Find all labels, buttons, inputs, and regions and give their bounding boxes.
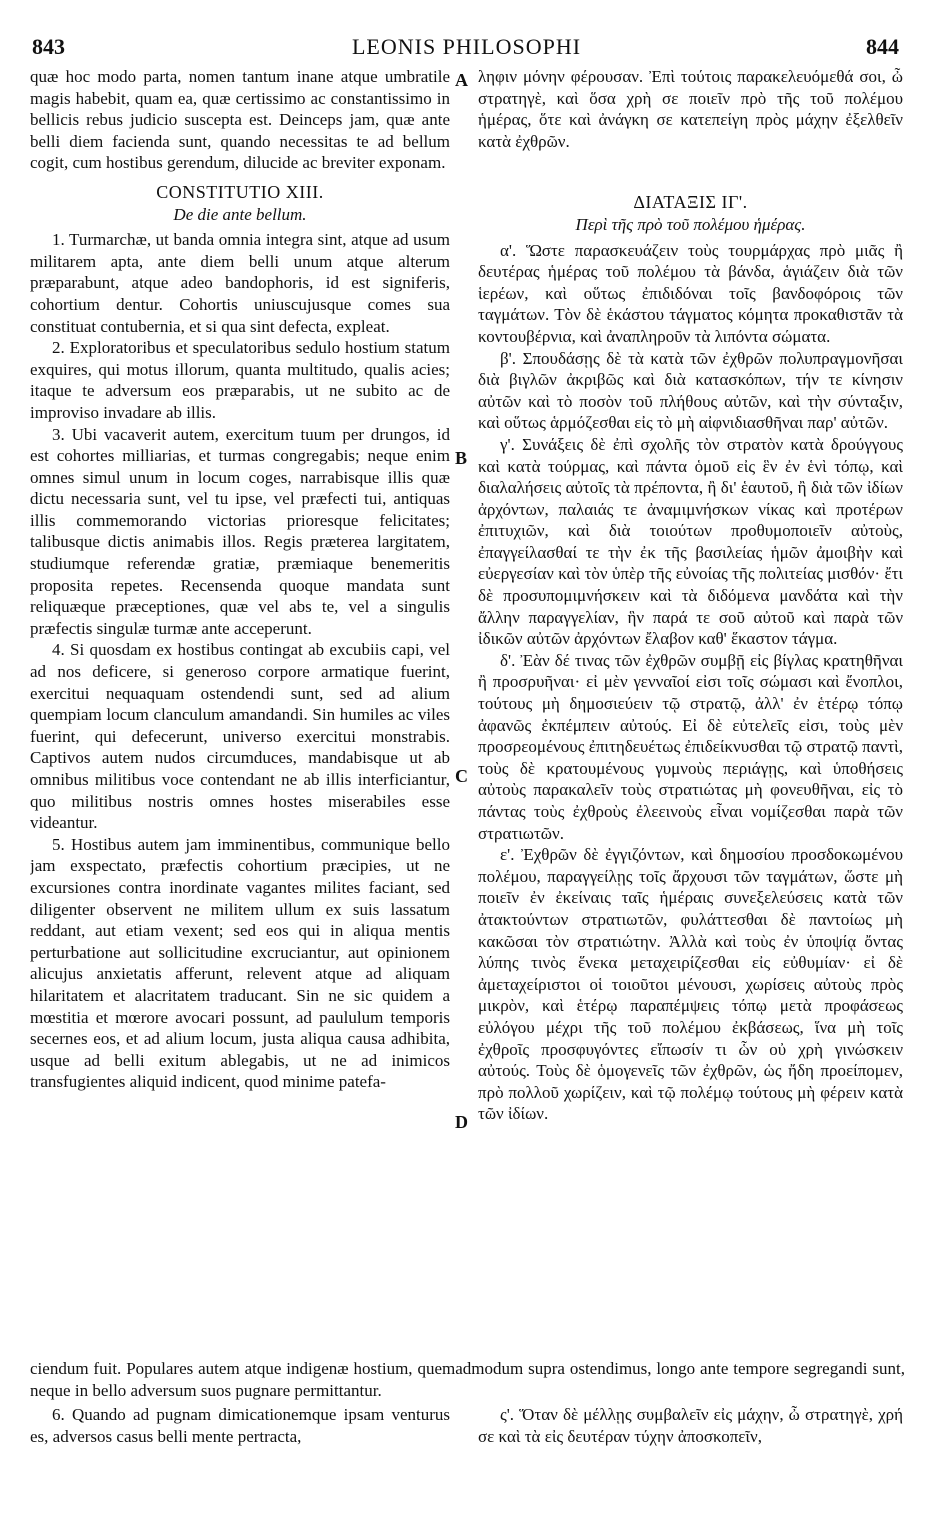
- greek-section-title: ΔΙΑΤΑΞΙΣ ΙΓ'.: [633, 192, 748, 213]
- greek-paragraph-5: ε'. Ἐχθρῶν δὲ ἐγγιζόντων, καὶ δημοσίου προσδοκωμένου πολέμου, παραγγείλῃς τοῖς ἄρχουσι τῶν ταγμάτων, ὥστε μὴ ποιεῖν ἐν ἐκείναις ταῖς ἡμέραις συνεξελεύσεις κατὰ τῶν ἀτακτούντων στρατιωτῶν, φυλάττεσθαι δὲ παντοίως μὴ κακῶσαι τὸν στρατιώτην. Ἀλλὰ καὶ τοὺς ἐν ὑποψίᾳ ὄντας λύπης τινὸς ἕνεκα μεταχειρίζεσθαι εἰς εὐθυμίαν· εἰ δὲ ἀμεταχείριστοι οἱ τοιοῦτοι μένουσι, χωρίσεις αὐτοὺς πρὸς μικρὸν, καὶ ἑτέρῳ παραπέμψεις τόπῳ μετὰ προφάσεως εὐλόγου μέχρι τῆς τοῦ πολέμου ἐκβάσεως, ἵνα μὴ τοῖς ἐχθροῖς προσφυγόντες εἴπωσίν τι ὧν οὐ χρὴ γινώσκειν αὐτούς. Τοὺς δὲ ὁμογενεῖς τῶν ἐχθρῶν, ὡς ἤδη προείπομεν, πρὸ πολλοῦ χωρίζειν, καὶ τῷ πολέμῳ τούτους μὴ φέρειν κατὰ τῶν ἰδίων.: [478, 845, 903, 1124]
- greek-column: [478, 66, 903, 1356]
- latin-paragraph-4: 4. Si quosdam ex hostibus contingat ab excubiis capi, vel ad nos deficere, si generoso corpore armatique fuerint, exercitui nequaquam ostendendi sunt, sed ad alium quempiam locum clanculum amandandi. Sin humiles ac viles fuerint, qui defecerunt, universo exercitui monstrabis. Captivos autem nudos circumduces, mandabisque ut ab omnibus militibus voce contendant ne ab illis interficiantur, quo militibus nostris omnes hostes miserabiles esse videantur.: [30, 640, 450, 833]
- greek-section-subtitle: Περὶ τῆς πρὸ τοῦ πολέμου ἡμέρας.: [575, 214, 806, 234]
- greek-intro: ληφιν μόνην φέρουσαν. Ἐπὶ τούτοις παρακελευόμεθά σοι, ὦ στρατηγὲ, καὶ ὅσα χρὴ σε ποιεῖν πρὸ τῆς τοῦ πολέμου ἡμέρας, ὅτε καὶ ἀνάγκη σε κατεπείγη πρὸς μάχην ἐξελθεῖν κατὰ ἐχθρῶν.: [478, 67, 903, 151]
- latin-paragraph-6: 6. Quando ad pugnam dimicationemque ipsam venturus es, adversos casus belli mente pertracta,: [30, 1405, 450, 1446]
- page-number-right: 844: [866, 34, 899, 59]
- greek-paragraph-4: δ'. Ἐὰν δέ τινας τῶν ἐχθρῶν συμβῇ εἰς βίγλας κρατηθῆναι ἢ προσρυῆναι· εἰ μὲν γενναῖοί εἰσι τοῖς σώμασι καὶ ἔνοπλοι, τούτους μὴ δημοσιεύειν τῷ στρατῷ, ἀλλ' ἐν ἑτέρῳ τόπῳ ἀφανῶς ἐκπέμπειν αὐτούς. Εἰ δὲ εὐτελεῖς εἰσι, τοὺς μὲν προσρεομένους ἐπιτηδευέτως ἐπιδείκνυσθαι τῷ στρατῷ παντὶ, τοὺς δὲ κρατουμένους γυμνοὺς περιάγῃς, καὶ ὑποθήσεις αὐτοὺς παρακαλεῖν τοὺς στρατιώτας μὴ φονευθῆναι, εἰς τὸ πάντας τοὺς ἐχθροὺς ἐλεεινοὺς εἶναι νομίζεσθαι παρὰ τῶν στρατιωτῶν.: [478, 650, 903, 843]
- latin-paragraph-3: 3. Ubi vacaverit autem, exercitum tuum per drungos, id est cohortes milliarias, et turmas congregabis; neque enim omnes simul unum in locum coges, narrabisque illis quæ dictu necessaria sunt, vel tu ipse, vel præfecti tui, antiquas illis commemorando victorias prioresque felicitates; talibusque dictis animabis illos. Regis præterea largitatem, studiumque referendæ gratiæ, præmiaque benemeritis proposita repetes. Recensenda quoque mandata sunt reliquæque præceptiones, quæ vel abs te, vel a singulis præfectis singulæ turmæ ante acceperunt.: [30, 424, 450, 638]
- margin-marker-a: A: [455, 70, 468, 90]
- running-title: LEONIS PHILOSOPHI: [351, 34, 582, 59]
- page-number-left: 843: [32, 34, 65, 59]
- greek-paragraph-1: α'. Ὥστε παρασκευάζειν τοὺς τουρμάρχας πρὸ μιᾶς ἢ δευτέρας ἡμέρας τοῦ πολέμου τὰ βάνδα, ἁγιάζειν διὰ τῶν ἱερέων, καὶ οὕτως ἐπιδιδόναι τοῖς βανδοφόροις τῶν ταγμάτων. Τὸν δὲ ἑκάστου τάγματος κόμητα προκαθιστᾶν τὰ κοντουβέρνια, καὶ ἀναπληροῦν τὰ λιπόντα σώματα.: [478, 240, 903, 346]
- greek-paragraph-2: β'. Σπουδάσῃς δὲ τὰ κατὰ τῶν ἐχθρῶν πολυπραγμονῆσαι διὰ βιγλῶν ἀκριβῶς καὶ διὰ κατασκόπων, τήν τε κίνησιν αὐτῶν καὶ τὸ ποσὸν τοῦ πλήθους αὐτῶν, καὶ τὴν σύνταξιν, καὶ οὕτως ἁρμόζεσθαι εἰς τὸ μὴ αἰφνιδιασθῆναι παρ' αὐτῶν.: [478, 348, 903, 433]
- latin-full-width-text: [30, 1358, 905, 1401]
- greek-last-paragraph-block: [478, 1404, 903, 1447]
- margin-marker-d: D: [455, 1112, 468, 1132]
- latin-paragraph-5: 5. Hostibus autem jam imminentibus, communique bello jam exspectato, præfectis cohortium præcipies, ut ne excursiones contra inordinate vagantes milites faciant, sed diligenter observent ne militem ullum ex suis lassatum reddant, aut etiam vexent; sed eos qui in aliqua mentis perturbatione aut sollicitudine excruciantur, aut opinionem alicujus anxietatis afferunt, relevent atque ad aliquam hilaritatem et alacritatem traducant. Sin ne sic quidem a mœstitia et mœrore avocari possunt, ad paululum temporis secernes eos, et ad alium locum, justa aliqua causa adhibita, usque ad belli exitum ablegabis, ut ne ad inimicos transfugientes aliquid indicent, quod minime patefa-: [30, 834, 450, 1092]
- latin-last-paragraph-block: [30, 1404, 450, 1447]
- latin-section-title: CONSTITUTIO XIII.: [156, 181, 324, 202]
- latin-paragraph-2: 2. Exploratoribus et speculatoribus sedulo hostium statum exquires, qui motus illorum, quanta multitudo, qualis acies; itaque te adversum eos præparabis, ut ne subito ac de improviso invadare ab illis.: [30, 338, 450, 422]
- latin-paragraph-1: 1. Turmarchæ, ut banda omnia integra sint, atque ad usum militarem apta, ante diem belli unum atque alterum præparabunt, atque adeo bandophoris, id est signiferis, cohortium dentur. Cohortis uniuscujusque comes sua constituat contubernia, et si qua sint defecta, expleat.: [30, 230, 450, 336]
- greek-paragraph-3: γ'. Συνάξεις δὲ ἐπὶ σχολῆς τὸν στρατὸν κατὰ δρούγγους καὶ κατὰ τούρμας, καὶ πάντα ὁμοῦ εἰς ἓν ἐν ἑνὶ τόπῳ, καὶ διαλαλήσεις αὐτοῖς τὰ πρέποντα, ἢ δι' ἑαυτοῦ, ἢ διὰ τῶν ἰδίων ἀρχόντων, παλαιάς τε ἀναμιμνήσκων νίκας καὶ προτέρων ἐπιτυχιῶν, καὶ διὰ τοιούτων προθυμοποιεῖν αὐτοὺς, ἐπαγγείλασθαί τε τὴν ἐκ τῆς βασιλείας ἡμῶν ἀμοιβὴν καὶ εὐεργεσίαν καὶ τὸν ὑπὲρ τῆς εὐνοίας τῆς πολιτείας μισθόν· ἔτι δὲ προσυπομιμνήσκειν καὶ τὰ διδόμενα μανδάτα καὶ τὴν ἄλλην παραγγελίαν, ἣν παρά τε σοῦ αὐτοῦ καὶ παρὰ τῶν ἰδικῶν αὐτῶν ἀρχόντων ἔλαβον καθ' ἕκαστον τάγμα.: [478, 434, 903, 649]
- margin-marker-b: B: [455, 448, 468, 468]
- greek-paragraph-6: ς'. Ὅταν δὲ μέλλῃς συμβαλεῖν εἰς μάχην, ὦ στρατηγὲ, χρή σε καὶ τὰ εἰς δευτέραν τύχην ἀποσκοπεῖν,: [478, 1405, 903, 1446]
- latin-intro: quæ hoc modo parta, nomen tantum inane atque umbratile magis habebit, quam ea, quæ certissimo ac constantissimo in bellicis rebus judicio suscepta est. Deinceps jam, quæ ante belli diem facienda sunt, quando necessitas te ad bellum cogit, cum hostibus gerendum, dilucide ac breviter exponam.: [30, 67, 450, 173]
- latin-continuation: ciendum fuit. Populares autem atque indigenæ hostium, quemadmodum supra ostendimus, longo ante tempore segregandi sunt, neque in bello adversum suos pugnare permittantur.: [30, 1359, 905, 1400]
- latin-column: [30, 66, 450, 1356]
- margin-marker-c: C: [455, 766, 468, 786]
- page-header: [28, 28, 905, 64]
- latin-section-subtitle: De die ante bellum.: [173, 204, 307, 224]
